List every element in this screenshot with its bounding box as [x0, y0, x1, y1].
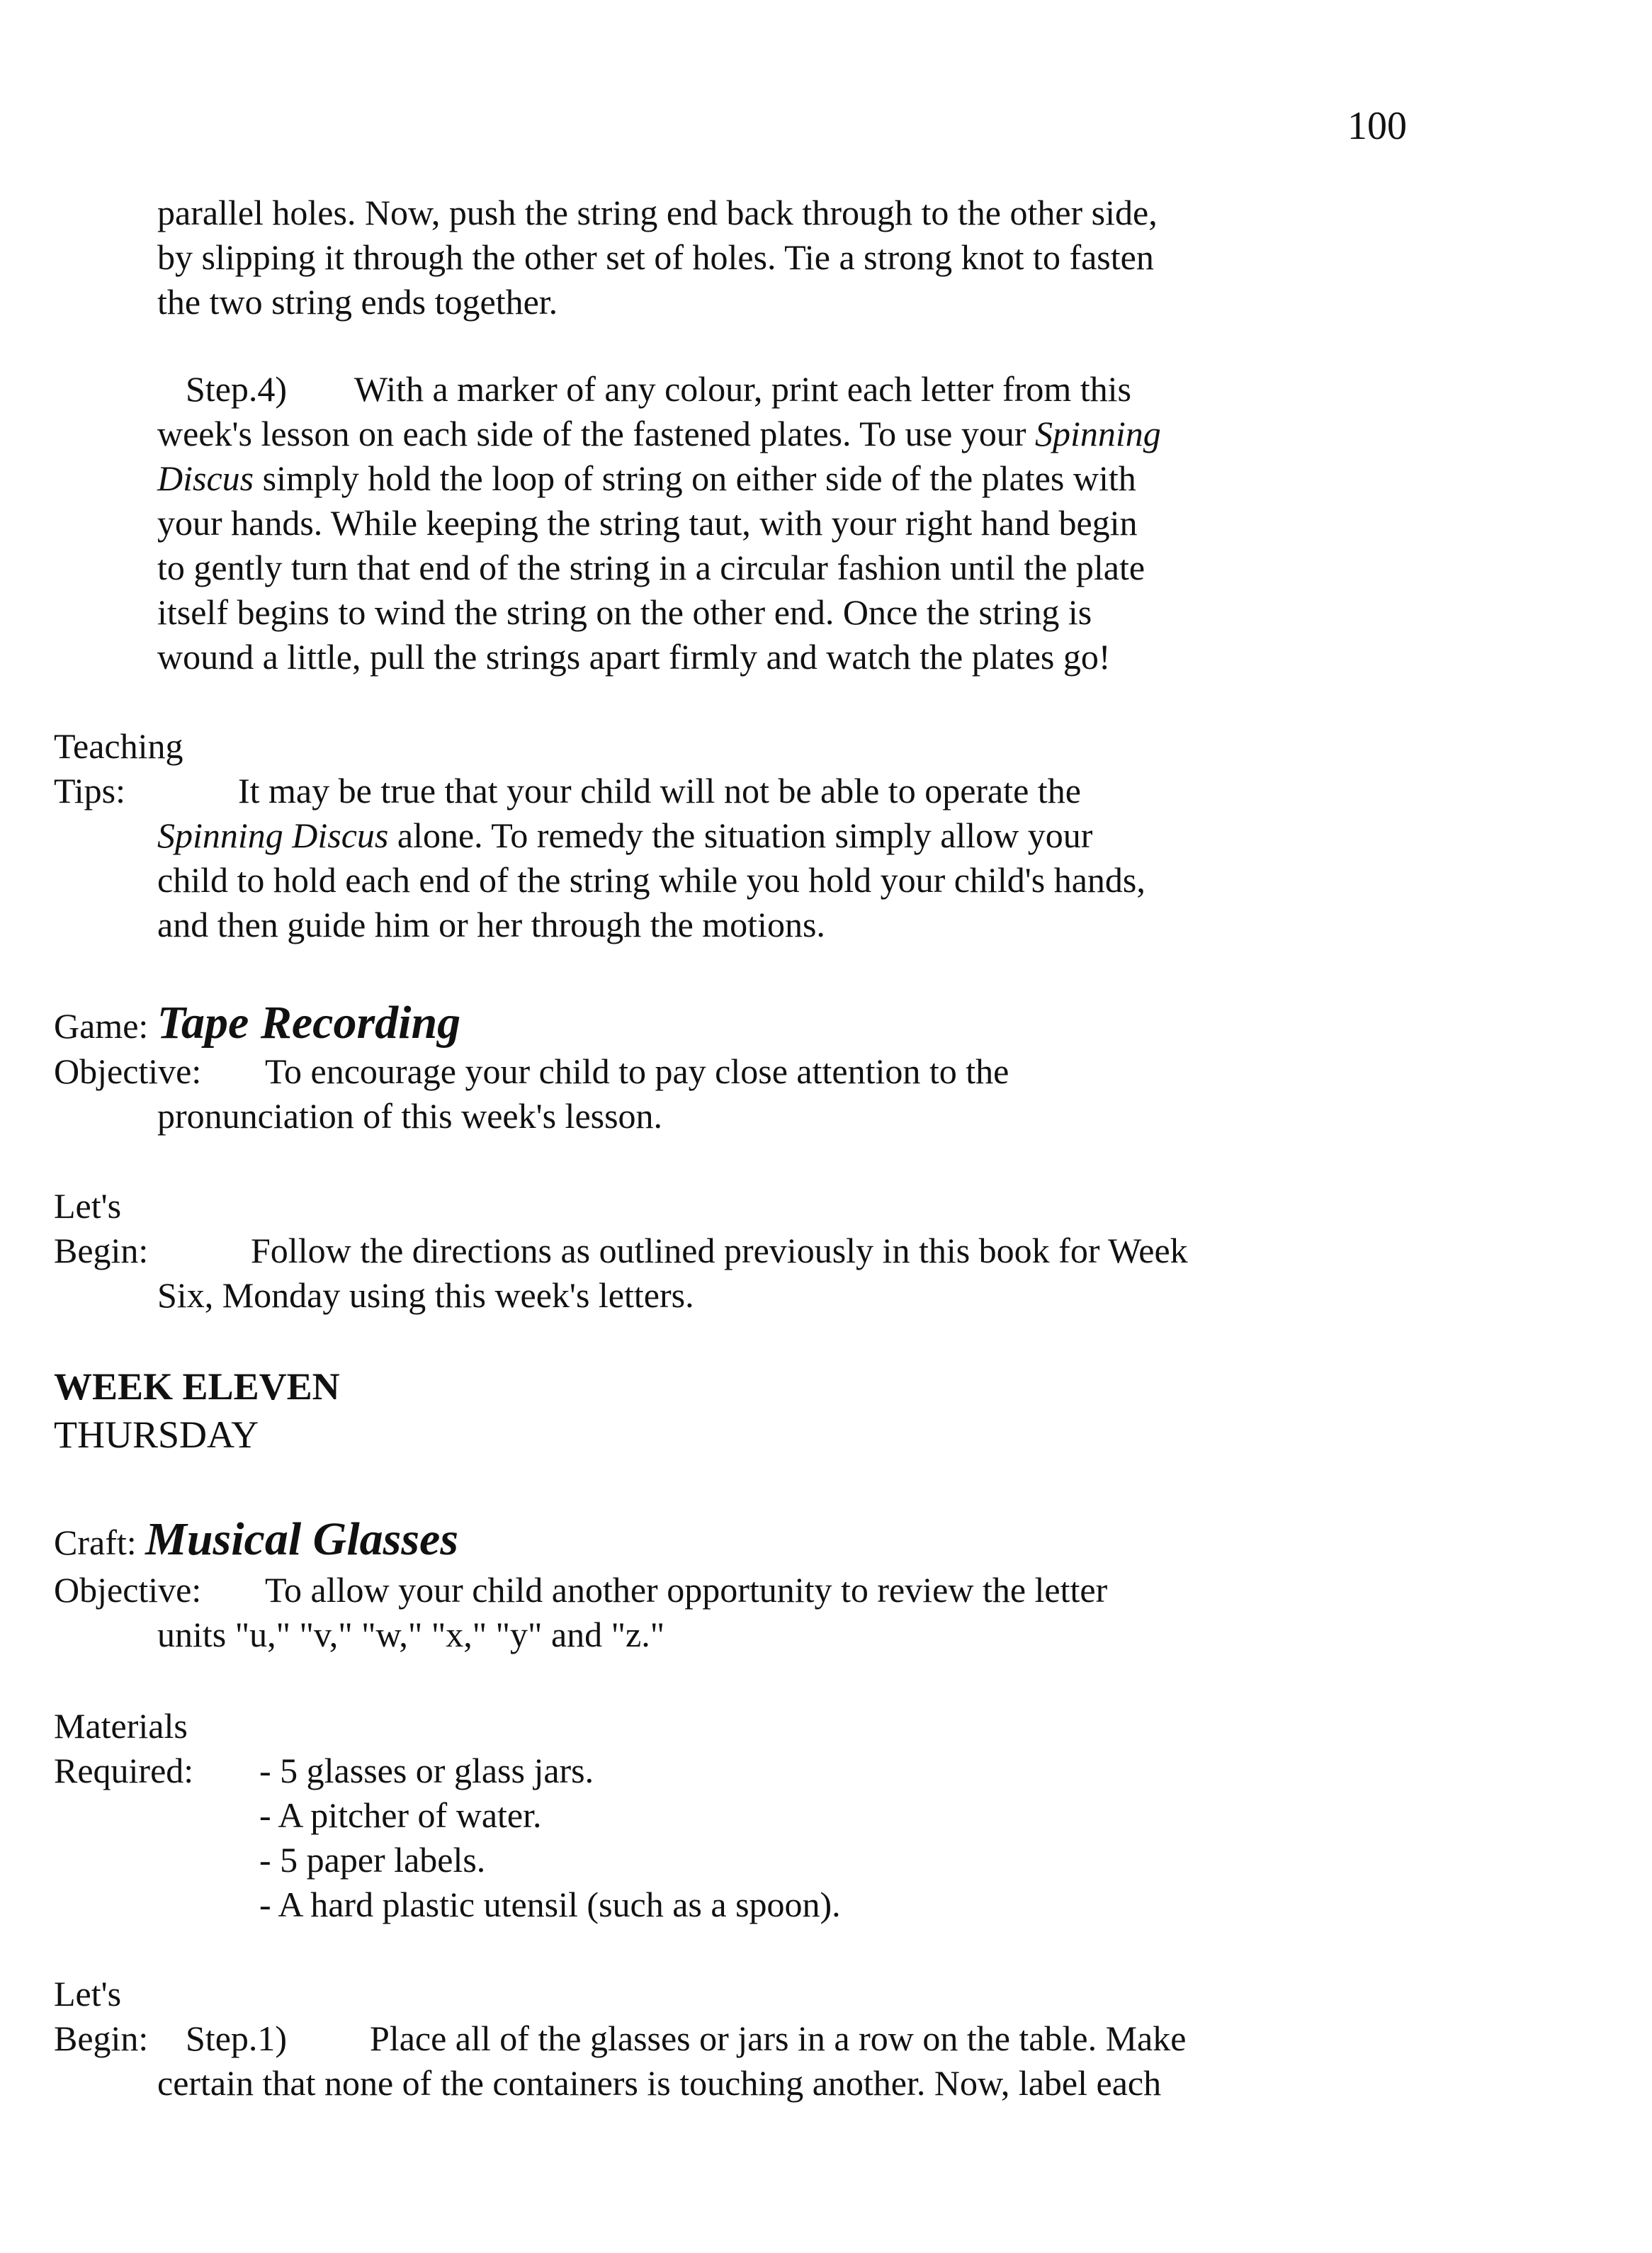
week-heading: WEEK ELEVEN: [54, 1365, 340, 1408]
game-begin-line-1: Follow the directions as outlined previously in this book for Week: [251, 1231, 1188, 1270]
game-label: Game:: [54, 1006, 157, 1046]
step4-line-7: wound a little, pull the strings apart firmly and watch the plates go!: [157, 637, 1111, 677]
step4-line-5: to gently turn that end of the string in a circular fashion until the plate: [157, 548, 1145, 587]
game-begin-label-1: Let's: [54, 1186, 122, 1226]
page-number: 100: [1347, 104, 1407, 148]
step4-line-6: itself begins to wind the string on the other end. Once the string is: [157, 592, 1092, 632]
game-begin-label-2: Begin:: [54, 1231, 149, 1270]
materials-item: - A hard plastic utensil (such as a spoon).: [259, 1885, 841, 1924]
materials-label-2: Required:: [54, 1751, 194, 1790]
step4-line-1: With a marker of any colour, print each letter from this: [354, 369, 1131, 409]
step4-line-2-text: week's lesson on each side of the fastened plates. To use your: [157, 414, 1035, 453]
craft-begin-label-1: Let's: [54, 1974, 122, 2014]
game-begin-line-2: Six, Monday using this week's letters.: [157, 1275, 694, 1315]
materials-item: - A pitcher of water.: [259, 1795, 542, 1835]
teaching-tips-line-2-text: alone. To remedy the situation simply allow your: [388, 815, 1093, 855]
game-objective-line-1: To encourage your child to pay close attention to the: [265, 1051, 1009, 1091]
step4-line-3: [157, 456, 1136, 501]
craft-objective-line-2: units "u," "v," "w," "x," "y" and "z.": [157, 1615, 665, 1654]
teaching-tips-italic: Spinning Discus: [157, 815, 389, 855]
intro-line-2: by slipping it through the other set of holes. Tie a strong knot to fasten: [157, 237, 1154, 277]
game-objective-label: Objective:: [54, 1051, 202, 1091]
materials-item: - 5 glasses or glass jars.: [259, 1751, 594, 1790]
craft-objective-label: Objective:: [54, 1570, 202, 1610]
teaching-tips-line-2: [157, 813, 1092, 858]
step4-line-2: [157, 411, 1161, 456]
day-heading: THURSDAY: [54, 1413, 259, 1456]
step4-line-3-italic: Discus: [157, 458, 254, 498]
craft-begin-label-2: Begin:: [54, 2018, 149, 2058]
step4-line-4: your hands. While keeping the string taut, with your right hand begin: [157, 503, 1138, 543]
teaching-tips-label-2: Tips:: [54, 771, 126, 811]
materials-label-1: Materials: [54, 1706, 188, 1746]
craft-heading: [54, 1511, 458, 1571]
step4-label: Step.4): [186, 369, 288, 409]
teaching-tips-label-1: Teaching: [54, 726, 183, 766]
materials-item: - 5 paper labels.: [259, 1840, 486, 1880]
intro-line-3: the two string ends together.: [157, 282, 558, 322]
game-objective-line-2: pronunciation of this week's lesson.: [157, 1096, 663, 1136]
step4-line-3-text: simply hold the loop of string on either side of the plates with: [254, 458, 1136, 498]
craft-step1-label: Step.1): [186, 2018, 288, 2058]
intro-line-1: parallel holes. Now, push the string end back through to the other side,: [157, 193, 1158, 232]
teaching-tips-line-4: and then guide him or her through the motions.: [157, 905, 825, 944]
craft-step1-line-2: certain that none of the containers is touching another. Now, label each: [157, 2063, 1162, 2103]
game-heading: [54, 995, 460, 1054]
craft-step1-line-1: Place all of the glasses or jars in a row on the table. Make: [370, 2018, 1187, 2058]
game-title: Tape Recording: [157, 997, 461, 1049]
teaching-tips-line-1: It may be true that your child will not be able to operate the: [238, 771, 1081, 811]
craft-objective-line-1: To allow your child another opportunity to review the letter: [265, 1570, 1108, 1610]
step4-line-2-italic: Spinning: [1034, 414, 1161, 453]
craft-title: Musical Glasses: [145, 1513, 459, 1565]
teaching-tips-line-3: child to hold each end of the string while you hold your child's hands,: [157, 860, 1145, 900]
craft-label: Craft:: [54, 1523, 146, 1562]
